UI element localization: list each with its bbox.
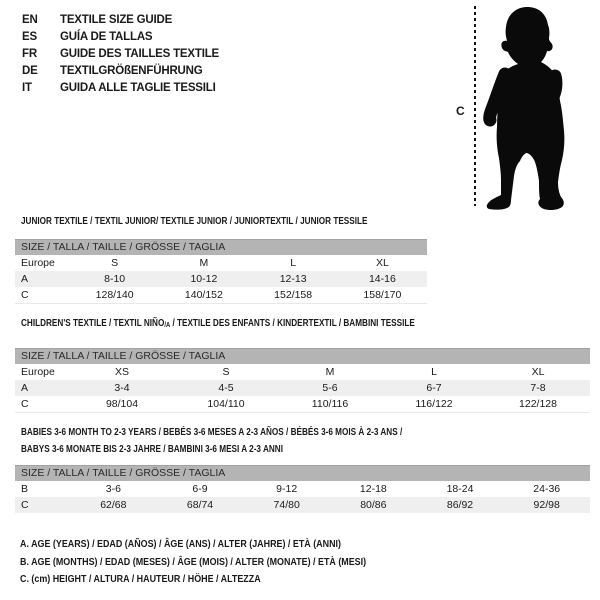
height-cell: 110/116 [311, 398, 349, 410]
size-cell: M [325, 366, 335, 378]
height-cell: 128/140 [95, 289, 134, 301]
children-section-title [21, 317, 415, 329]
language-code: DE [22, 65, 38, 77]
height-cell: 122/128 [519, 398, 557, 410]
footnotes [20, 536, 366, 589]
age-cell: 6-7 [426, 382, 442, 394]
size-cell: XL [531, 366, 545, 378]
children-title-sub: /A [164, 320, 171, 329]
age-cell: 14-16 [368, 273, 396, 285]
row-label: A [21, 382, 29, 394]
height-cell: 152/158 [274, 289, 313, 301]
height-cell: 104/110 [207, 398, 245, 410]
guide-title-fr: GUIDE DES TAILLES TEXTILE [60, 48, 219, 60]
height-cell: 80/86 [360, 499, 387, 511]
age-cell: 6-9 [192, 483, 208, 495]
header-row-es [22, 29, 219, 46]
size-header-bar: SIZE / TALLA / TAILLE / GRÖSSE / TAGLIA [15, 465, 590, 481]
baby-silhouette-icon [479, 4, 589, 210]
height-cell: 158/170 [363, 289, 402, 301]
size-header-bar: SIZE / TALLA / TAILLE / GRÖSSE / TAGLIA [15, 239, 427, 255]
footnote-b: B. AGE (MONTHS) / EDAD (MESES) / ÂGE (MOIS) / ALTER (MONATE) / ETÀ (MESI) [20, 555, 367, 568]
row-label: C [21, 398, 29, 410]
age-cell: 5-6 [322, 382, 338, 394]
guide-title-de: TEXTILGRÖßENFÜHRUNG [60, 65, 203, 77]
row-label: C [21, 499, 29, 511]
height-cell: 68/74 [186, 499, 214, 511]
language-code: EN [22, 14, 38, 26]
language-code: IT [22, 82, 32, 94]
size-cell: S [111, 257, 119, 269]
age-cell: 9-12 [276, 483, 298, 495]
language-code: FR [22, 48, 37, 60]
junior-size-table [15, 239, 427, 304]
row-label: C [21, 289, 29, 301]
size-cell: L [290, 257, 297, 269]
junior-section-title: JUNIOR TEXTILE / TEXTIL JUNIOR/ TEXTILE JUNIOR / JUNIORTEXTIL / JUNIOR TESSILE [21, 215, 368, 227]
size-cell: M [199, 257, 209, 269]
language-header [22, 12, 219, 97]
children-title-pre: CHILDREN'S TEXTILE / TEXTIL NIÑO [21, 317, 165, 329]
age-cell: 8-10 [104, 273, 126, 285]
height-cell: 86/92 [446, 499, 474, 511]
children-size-table [15, 348, 590, 413]
babies-size-table [15, 465, 590, 513]
table-row-europe [15, 255, 427, 271]
row-label: Europe [21, 257, 55, 269]
header-row-it [22, 80, 219, 97]
age-cell: 12-18 [359, 483, 387, 495]
age-cell: 10-12 [190, 273, 218, 285]
table-row-age-months [15, 481, 590, 497]
babies-title-line2: BABYS 3-6 MONATE BIS 2-3 JAHRE / BAMBINI 3-6 MESI A 2-3 ANNI [21, 443, 283, 455]
height-cell: 116/122 [415, 398, 453, 410]
height-cell: 140/152 [184, 289, 223, 301]
table-row-height [15, 396, 590, 412]
age-cell: 24-36 [533, 483, 561, 495]
age-cell: 7-8 [530, 382, 546, 394]
height-cell: 74/80 [273, 499, 300, 511]
age-cell: 18-24 [446, 483, 474, 495]
height-label-c: C [456, 104, 465, 118]
language-code: ES [22, 31, 37, 43]
header-row-fr [22, 46, 219, 63]
footnote-a: A. AGE (YEARS) / EDAD (AÑOS) / ÂGE (ANS) / ALTER (JAHRE) / ETÀ (ANNI) [20, 538, 341, 550]
guide-title-en: TEXTILE SIZE GUIDE [60, 14, 173, 26]
height-dashed-line [474, 6, 476, 206]
table-row-height [15, 497, 590, 513]
height-cell: 62/68 [100, 499, 127, 511]
table-row-age [15, 271, 427, 287]
footnote-c: C. (cm) HEIGHT / ALTURA / HAUTEUR / HÖHE / ALTEZZA [20, 573, 261, 585]
age-cell: 3-4 [114, 382, 130, 394]
row-label: B [21, 483, 29, 495]
babies-section-title [21, 424, 402, 458]
guide-title-it: GUIDA ALLE TAGLIE TESSILI [60, 82, 216, 94]
age-cell: 12-13 [279, 273, 307, 285]
guide-title-es: GUÍA DE TALLAS [60, 31, 153, 43]
header-row-en [22, 12, 219, 29]
table-row-height [15, 287, 427, 303]
size-cell: L [431, 366, 437, 378]
row-label: A [21, 273, 29, 285]
row-label: Europe [21, 366, 55, 378]
babies-title-line1: BABIES 3-6 MONTH TO 2-3 YEARS / BEBÉS 3-6 MESES A 2-3 AÑOS / BÉBÉS 3-6 MOIS À 2-3 ANS / [21, 426, 403, 438]
age-cell: 3-6 [105, 483, 121, 495]
size-header-bar: SIZE / TALLA / TAILLE / GRÖSSE / TAGLIA [15, 348, 590, 364]
table-row-age [15, 380, 590, 396]
size-cell: XS [114, 366, 129, 378]
table-row-europe [15, 364, 590, 380]
height-cell: 92/98 [533, 499, 560, 511]
size-cell: XL [375, 257, 389, 269]
header-row-de [22, 63, 219, 80]
children-title-post: / TEXTILE DES ENFANTS / KINDERTEXTIL / BAMBINI TESSILE [170, 317, 415, 329]
height-cell: 98/104 [105, 398, 139, 410]
age-cell: 4-5 [218, 382, 234, 394]
size-cell: S [222, 366, 230, 378]
